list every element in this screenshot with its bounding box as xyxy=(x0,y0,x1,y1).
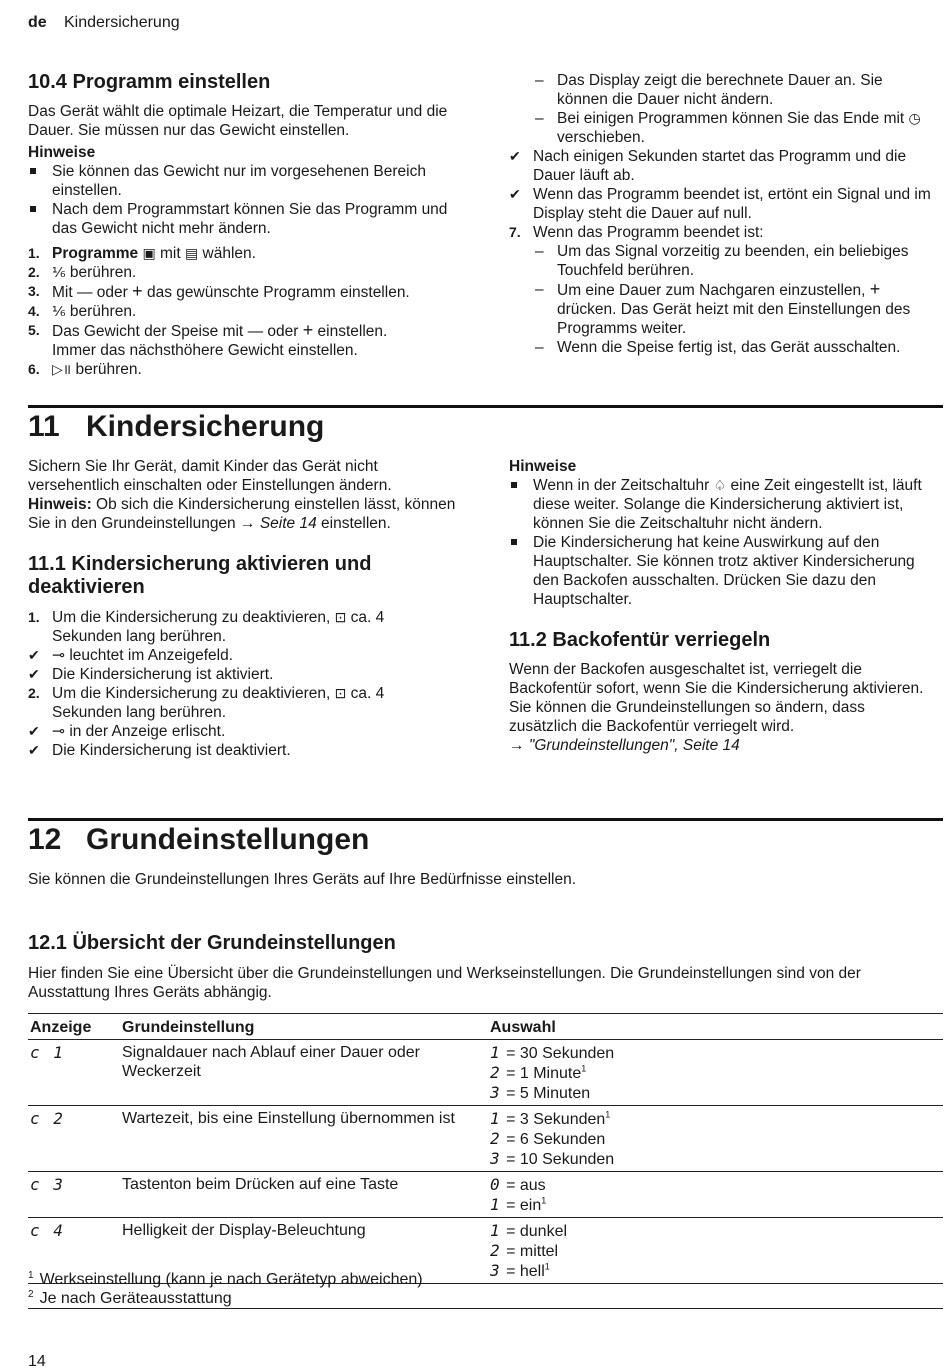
paragraph: Sie können die Grundeinstellungen so ändern, dass zusätzlich die Backofentür verriegelt wird. xyxy=(509,699,865,735)
display-code: c 2 xyxy=(28,1106,120,1172)
header-language: de xyxy=(28,14,47,31)
table-body xyxy=(28,1040,943,1284)
setting-description: Signaldauer nach Ablauf einer Dauer oder Weckerzeit xyxy=(120,1040,488,1106)
result-item: ✔ Wenn das Programm beendet ist, ertönt ein Signal und im Display steht die Dauer auf null. xyxy=(509,186,931,222)
checkmark-icon: ✔ xyxy=(28,742,40,758)
result-item: ✔ Nach einigen Sekunden startet das Programm und die Dauer läuft ab. xyxy=(509,148,907,184)
minus-icon: — xyxy=(76,284,93,301)
option-line: 1 = dunkel xyxy=(490,1221,568,1240)
section-heading: 11.2 Backofentür verriegeln xyxy=(509,629,771,651)
checkmark-icon: ✔ xyxy=(28,647,40,663)
key-lock-icon: ⊡ xyxy=(334,609,347,625)
section-divider xyxy=(28,405,943,408)
key-lock-icon: ⊡ xyxy=(334,685,347,701)
weight-icon: ⅙ xyxy=(52,264,66,280)
dash-item: – Um das Signal vorzeitig zu beenden, ein beliebiges Touchfeld berühren. xyxy=(535,243,909,279)
option-line: 3 = hell$^1$ xyxy=(490,1261,550,1280)
paragraph: Sichern Sie Ihr Gerät, damit Kinder das Gerät nicht versehentlich einschalten oder Einstellungen ändern. xyxy=(28,458,392,494)
list-item: Nach dem Programmstart können Sie das Programm und das Gewicht nicht mehr ändern. xyxy=(28,200,468,238)
section-heading: 11.1 Kindersicherung aktivieren und deaktivieren xyxy=(28,553,372,598)
result-item: ✔ Die Kindersicherung ist deaktiviert. xyxy=(28,742,291,759)
step-1: 1. Um die Kindersicherung zu deaktivieren, ⊡ ca. 4 Sekunden lang berühren. xyxy=(28,609,385,645)
section-11-right xyxy=(509,457,934,755)
reference xyxy=(509,736,934,755)
weight-icon: ⅙ xyxy=(52,303,66,319)
checkmark-icon: ✔ xyxy=(509,148,521,164)
paragraph: Sie können die Grundeinstellungen Ihres Geräts auf Ihre Bedürfnisse einstellen. xyxy=(28,871,577,888)
arrow-icon: → xyxy=(509,737,525,754)
dash-item: – Wenn die Speise fertig ist, das Gerät ausschalten. xyxy=(535,339,901,356)
step-2: 2. ⅙ berühren. xyxy=(28,264,137,281)
step-2: 2. Um die Kindersicherung zu deaktivieren, ⊡ ca. 4 Sekunden lang berühren. xyxy=(28,685,385,721)
setting-description: Tastenton beim Drücken auf eine Taste xyxy=(120,1172,488,1218)
paragraph: Wenn der Backofen ausgeschaltet ist, verriegelt die Backofentür sofort, wenn Sie die Kindersicherung aktivieren. xyxy=(509,661,924,697)
notes-list xyxy=(28,162,468,238)
table-row xyxy=(28,1172,943,1218)
section-11-left xyxy=(28,457,458,760)
result-item: ✔ ⊸ in der Anzeige erlischt. xyxy=(28,723,226,740)
bell-icon: ♤ xyxy=(713,477,727,493)
page-link[interactable]: "Grundeinstellungen", Seite 14 xyxy=(528,737,740,754)
checkmark-icon: ✔ xyxy=(28,666,40,682)
step-7: 7. Wenn das Programm beendet ist: xyxy=(509,224,764,241)
chapter-heading: 12 Grundeinstellungen xyxy=(28,823,370,856)
page-number: 14 xyxy=(28,1353,46,1370)
option-line: 2 = 1 Minute$^1$ xyxy=(490,1063,587,1082)
table-row xyxy=(28,1040,943,1106)
checkmark-icon: ✔ xyxy=(509,186,521,202)
option-line: 2 = 6 Sekunden xyxy=(490,1129,606,1148)
chapter-heading: 11 Kindersicherung xyxy=(28,410,325,443)
key-icon: ⊸ xyxy=(52,723,65,740)
step-1: 1. Programme ▣ mit ▤ wählen. xyxy=(28,245,256,262)
step-6: 6. ▷॥ berühren. xyxy=(28,361,142,378)
plus-icon: + xyxy=(869,279,881,299)
notes-label: Hinweise xyxy=(509,458,577,475)
table-row xyxy=(28,1106,943,1172)
column-header: Anzeige xyxy=(28,1014,120,1040)
notes-label: Hinweise xyxy=(28,144,96,161)
setting-options xyxy=(488,1040,943,1106)
minus-icon: — xyxy=(247,323,264,340)
section-heading: 10.4 Programm einstellen xyxy=(28,71,271,93)
option-line: 1 = 3 Sekunden$^1$ xyxy=(490,1109,611,1128)
clock-icon: ◷ xyxy=(908,110,921,126)
plus-icon: + xyxy=(302,320,314,340)
list-item: Die Kindersicherung hat keine Auswirkung auf den Hauptschalter. Sie können trotz aktiver Kindersicherung den Backofen ausschalten. Drücken Sie dazu den Hauptschalter. xyxy=(509,533,934,609)
program-select-icon: ▤ xyxy=(185,245,199,261)
settings-table xyxy=(28,1013,943,1284)
dash-item: – Um eine Dauer zum Nachgaren einzustellen, + drücken. Das Gerät heizt mit den Einstellungen des Programms weiter. xyxy=(535,279,911,337)
column-header: Auswahl xyxy=(488,1014,943,1040)
option-line: 3 = 5 Minuten xyxy=(490,1083,591,1102)
option-line: 1 = ein$^1$ xyxy=(490,1195,547,1214)
display-code: c 1 xyxy=(28,1040,120,1106)
section-heading: 12.1 Übersicht der Grundeinstellungen xyxy=(28,932,396,954)
paragraph: Das Gerät wählt die optimale Heizart, die Temperatur und die Dauer. Sie müssen nur das Gewicht einstellen. xyxy=(28,103,448,139)
notes-list xyxy=(509,476,934,609)
paragraph: Hier finden Sie eine Übersicht über die Grundeinstellungen und Werkseinstellungen. Die Grundeinstellungen sind von der Ausstattung Ihres Geräts abhängig. xyxy=(28,965,861,1001)
setting-options xyxy=(488,1172,943,1218)
section-10-4-right xyxy=(509,71,934,357)
programme-icon: ▣ xyxy=(142,245,156,261)
steps-list xyxy=(28,608,458,760)
column-header: Grundeinstellung xyxy=(120,1014,488,1040)
option-line: 0 = aus xyxy=(490,1175,546,1194)
step-5: 5. Das Gewicht der Speise mit — oder + einstellen. Immer das nächsthöhere Gewicht einstellen. xyxy=(28,320,388,359)
table-header-row xyxy=(28,1014,943,1040)
display-code: c 3 xyxy=(28,1172,120,1218)
step-4: 4. ⅙ berühren. xyxy=(28,303,137,320)
header-title: Kindersicherung xyxy=(64,14,180,31)
setting-options xyxy=(488,1218,943,1284)
option-line: 1 = 30 Sekunden xyxy=(490,1043,615,1062)
dash-item: – Das Display zeigt die berechnete Dauer an. Sie können die Dauer nicht ändern. xyxy=(535,72,883,108)
display-code: c 4 xyxy=(28,1218,120,1284)
result-item: ✔ ⊸ leuchtet im Anzeigefeld. xyxy=(28,647,234,664)
hint-paragraph: Hinweis: Ob sich die Kindersicherung einstellen lässt, können Sie in den Grundeinstellungen → Seite 14 einstellen. xyxy=(28,496,456,532)
setting-description: Helligkeit der Display-Beleuchtung xyxy=(120,1218,488,1284)
checkmark-icon: ✔ xyxy=(28,723,40,739)
step-3: 3. Mit — oder + das gewünschte Programm einstellen. xyxy=(28,281,410,301)
result-item: ✔ Die Kindersicherung ist aktiviert. xyxy=(28,666,274,683)
list-item: Sie können das Gewicht nur im vorgesehenen Bereich einstellen. xyxy=(28,162,468,200)
setting-options xyxy=(488,1106,943,1172)
page-link[interactable]: Seite 14 xyxy=(259,515,317,532)
start-pause-icon: ▷॥ xyxy=(52,361,72,377)
list-item: Wenn in der Zeitschaltuhr ♤ eine Zeit eingestellt ist, läuft diese weiter. Solange die Kindersicherung aktiviert ist, können Sie die Zeitschaltuhr nicht ändern. xyxy=(509,476,934,533)
dash-item: – Bei einigen Programmen können Sie das Ende mit ◷ verschieben. xyxy=(535,110,921,146)
setting-description: Wartezeit, bis eine Einstellung übernommen ist xyxy=(120,1106,488,1172)
footnote: $^1$ Werkseinstellung (kann je nach Gerätetyp abweichen) xyxy=(28,1269,423,1288)
footnote: $^2$ Je nach Geräteausstattung xyxy=(28,1288,232,1307)
steps-list xyxy=(28,244,468,379)
option-line: 3 = 10 Sekunden xyxy=(490,1149,615,1168)
option-line: 2 = mittel xyxy=(490,1241,559,1260)
section-divider xyxy=(28,818,943,821)
footnote-divider xyxy=(28,1308,943,1309)
key-icon: ⊸ xyxy=(52,647,65,664)
plus-icon: + xyxy=(132,281,143,301)
arrow-icon: → xyxy=(240,515,256,532)
section-10-4-left xyxy=(28,71,468,379)
